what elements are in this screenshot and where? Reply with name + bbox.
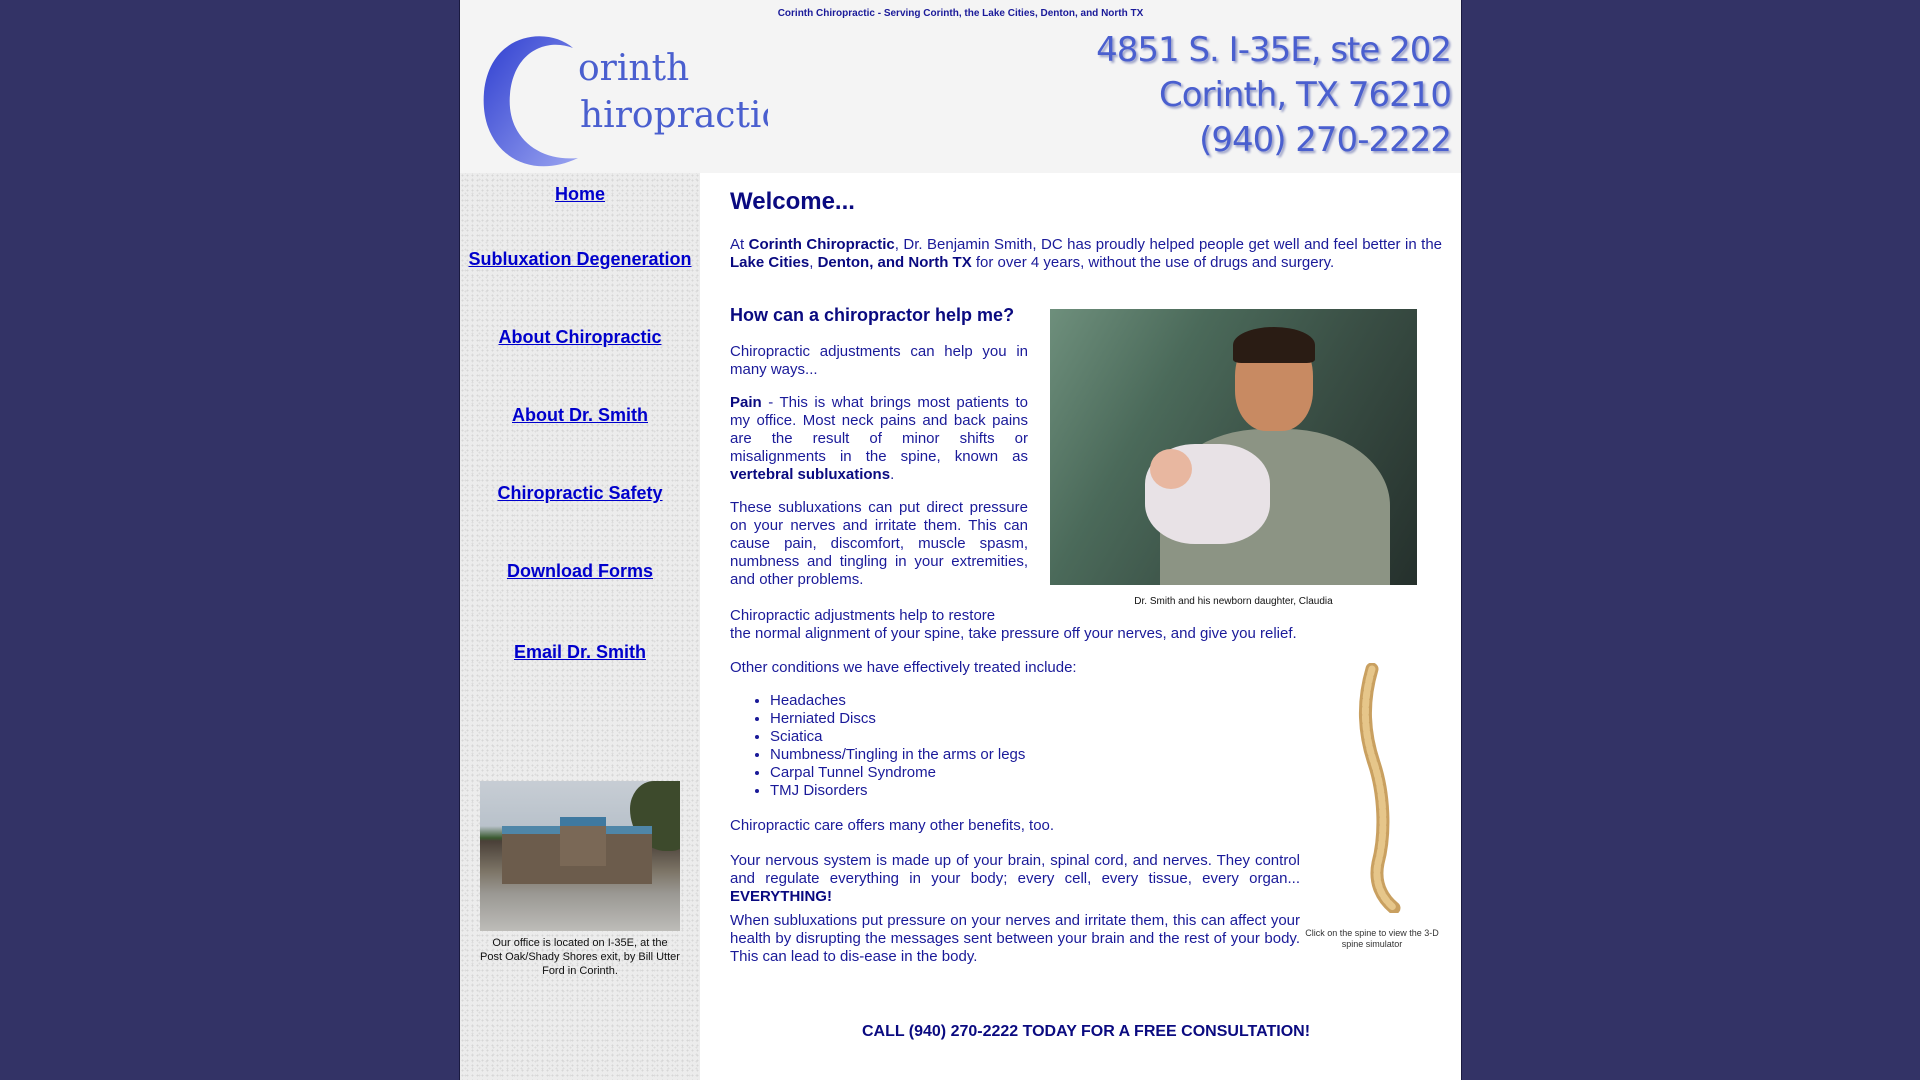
list-item: • Herniated Discs <box>770 710 1025 728</box>
nervous-paragraph: Your nervous system is made up of your brain, spinal cord, and nerves. They control and regulate everything in your body; every cell, every tissue, every organ... EVERYTHING! <box>730 852 1300 905</box>
dr-smith-photo <box>1050 309 1417 585</box>
conditions-intro: Other conditions we have effectively treated include: <box>730 659 1077 676</box>
photo-caption: Dr. Smith and his newborn daughter, Claudia <box>1134 596 1333 607</box>
office-photo <box>480 781 680 931</box>
welcome-heading: Welcome... <box>730 188 855 215</box>
logo-text-1: orinth <box>578 48 690 89</box>
logo-graphic <box>478 30 768 175</box>
pain-paragraph: Pain - This is what brings most patients to my office. Most neck pains and back pains are the result of minor shifts or misalignments in the spine, known as vertebral subluxations. <box>730 394 1028 483</box>
cta-text: CALL (940) 270-2222 TODAY FOR A FREE CONSULTATION! <box>861 1023 1311 1040</box>
sidebar <box>460 173 700 1080</box>
address-line-1: 4851 S. I-35E, ste 202 <box>1096 30 1451 70</box>
list-item: • Carpal Tunnel Syndrome <box>770 764 1025 782</box>
list-item: • Sciatica <box>770 728 1025 746</box>
logo-text-2: hiropractic <box>580 95 768 136</box>
phone-number: (940) 270-2222 <box>1199 120 1451 160</box>
spine-image[interactable] <box>1342 663 1402 913</box>
nav-email-dr-smith[interactable]: Email Dr. Smith <box>513 642 647 662</box>
tagline: Corinth Chiropractic - Serving Corinth, the Lake Cities, Denton, and North TX <box>777 8 1144 19</box>
subluxations-paragraph: When subluxations put pressure on your nerves and irritate them, this can affect your health by disrupting the messages sent between your brain and the rest of your body. This can lead to dis-ease in the body. <box>730 912 1300 965</box>
nav-download-forms[interactable]: Download Forms <box>506 561 653 581</box>
restore-line-1: Chiropractic adjustments help to restore <box>730 607 996 624</box>
spine-caption: Click on the spine to view the 3-D spine simulator <box>1305 928 1439 949</box>
pressure-paragraph: These subluxations can put direct pressure on your nerves and irritate them. This can cause pain, discomfort, muscle spasm, numbness and tingling in your extremities, and other problems. <box>730 499 1028 588</box>
nav-chiropractic-safety[interactable]: Chiropractic Safety <box>497 483 663 503</box>
list-item: • Headaches <box>770 692 1025 710</box>
nav-home[interactable]: Home <box>554 184 605 204</box>
benefits-paragraph: Chiropractic care offers many other benefits, too. <box>730 817 1055 834</box>
header <box>460 0 1461 173</box>
intro-paragraph: At Corinth Chiropractic, Dr. Benjamin Smith, DC has proudly helped people get well and feel better in the Lake Cities, Denton, and North TX for over 4 years, without the use of drugs and surgery. <box>730 236 1443 271</box>
contact-block <box>1096 28 1451 163</box>
list-item: • Numbness/Tingling in the arms or legs <box>770 746 1025 764</box>
page-container <box>459 0 1462 1080</box>
spine-graphic <box>1342 663 1402 913</box>
restore-line-2: the normal alignment of your spine, take pressure off your nerves, and give you relief. <box>730 625 1297 642</box>
how-heading: How can a chiropractor help me? <box>730 305 1015 325</box>
list-item: • TMJ Disorders <box>770 782 1025 800</box>
address-line-2: Corinth, TX 76210 <box>1158 75 1451 115</box>
logo[interactable] <box>478 30 768 175</box>
nav-about-dr-smith[interactable]: About Dr. Smith <box>512 405 648 425</box>
office-caption: Our office is located on I-35E, at the Post Oak/Shady Shores exit, by Bill Utter Ford in Corinth. <box>480 937 680 977</box>
nav-about-chiropractic[interactable]: About Chiropractic <box>498 327 662 347</box>
nav-subluxation-degeneration[interactable]: Subluxation Degeneration <box>468 249 692 269</box>
conditions-list <box>730 692 1025 800</box>
ways-paragraph: Chiropractic adjustments can help you in many ways... <box>730 343 1028 378</box>
